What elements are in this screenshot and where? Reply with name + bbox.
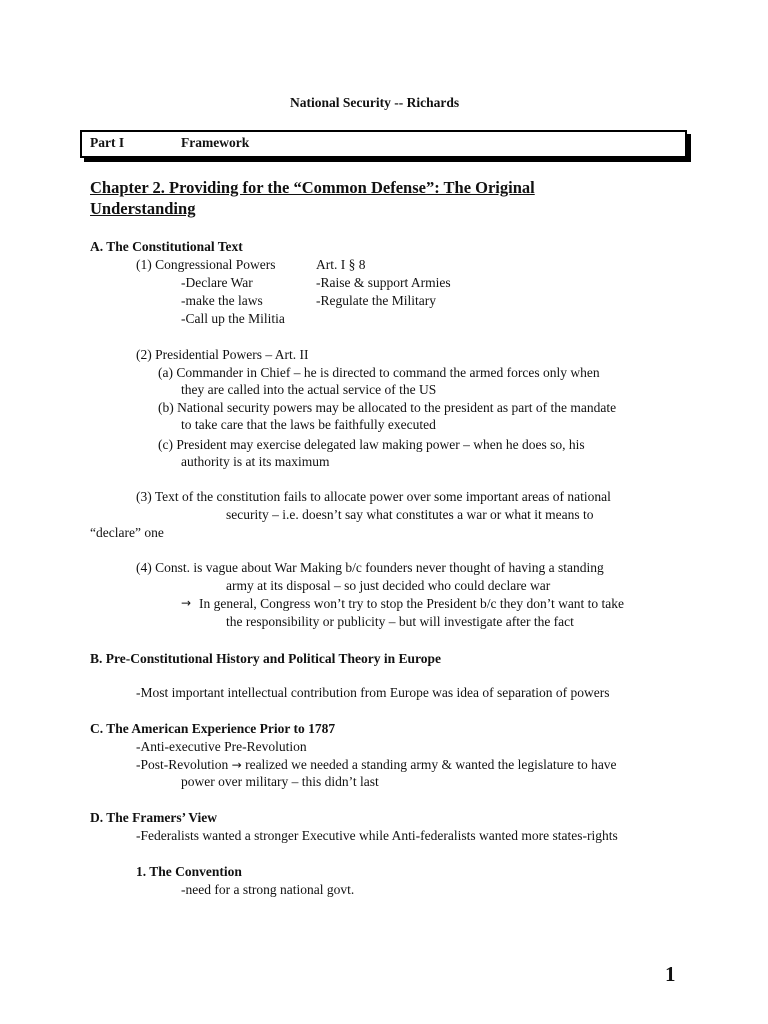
- war-making-conclusion: In general, Congress won’t try to stop the President b/c they don’t want to take: [199, 596, 625, 611]
- section-c-line: -Post-Revolution: [136, 757, 232, 772]
- presidential-power-a-cont: they are called into the actual service of the US: [181, 382, 437, 397]
- arrow-icon: →: [231, 758, 242, 772]
- chapter-heading-line1: Chapter 2. Providing for the “Common Defense”: The Original: [90, 178, 535, 197]
- constitution-text-point: (3) Text of the constitution fails to allocate power over some important areas of national: [136, 489, 611, 504]
- chapter-heading-line2: Understanding: [90, 199, 196, 218]
- part-box: [80, 130, 687, 158]
- war-making-point: (4) Const. is vague about War Making b/c founders never thought of having a standing: [136, 560, 604, 575]
- war-making-point-cont: army at its disposal – so just decided who could declare war: [226, 578, 551, 593]
- document-title: National Security -- Richards: [290, 95, 460, 110]
- section-d-heading: D. The Framers’ View: [90, 810, 217, 825]
- constitution-text-point-cont: security – i.e. doesn’t say what constitutes a war or what it means to: [226, 507, 594, 522]
- part-label: Part I: [90, 135, 125, 150]
- part-name: Framework: [181, 135, 250, 150]
- arrow-icon: →: [181, 596, 192, 610]
- section-c-line: -Anti-executive Pre-Revolution: [136, 739, 307, 754]
- section-d-text: -Federalists wanted a stronger Executive while Anti-federalists wanted more states-rights: [136, 828, 618, 843]
- war-making-conclusion-cont: the responsibility or publicity – but will investigate after the fact: [226, 614, 574, 629]
- presidential-power-c: (c) President may exercise delegated law making power – when he does so, his: [158, 437, 585, 452]
- congressional-powers-label: (1) Congressional Powers: [136, 257, 276, 272]
- section-a-heading: A. The Constitutional Text: [90, 239, 243, 254]
- section-c-line-cont: realized we needed a standing army & wanted the legislature to have: [241, 757, 617, 772]
- page-number: 1: [665, 962, 676, 986]
- presidential-power-a: (a) Commander in Chief – he is directed to command the armed forces only when: [158, 365, 600, 380]
- section-b-text: -Most important intellectual contribution from Europe was idea of separation of powers: [136, 685, 610, 700]
- congressional-powers-article: Art. I § 8: [316, 257, 366, 272]
- constitution-text-point-cont: “declare” one: [90, 525, 164, 540]
- congressional-power-item: -Regulate the Military: [316, 293, 436, 308]
- presidential-power-b-cont: to take care that the laws be faithfully executed: [181, 417, 436, 432]
- congressional-power-item: -Call up the Militia: [181, 311, 285, 326]
- section-c-line-cont: power over military – this didn’t last: [181, 774, 379, 789]
- presidential-power-b: (b) National security powers may be allocated to the president as part of the mandate: [158, 400, 617, 415]
- presidential-powers-label: (2) Presidential Powers – Art. II: [136, 347, 309, 362]
- congressional-power-item: -Declare War: [181, 275, 253, 290]
- section-b-heading: B. Pre-Constitutional History and Political Theory in Europe: [90, 651, 442, 666]
- section-c-heading: C. The American Experience Prior to 1787: [90, 721, 336, 736]
- congressional-power-item: -Raise & support Armies: [316, 275, 451, 290]
- presidential-power-c-cont: authority is at its maximum: [181, 454, 330, 469]
- subsection-text: -need for a strong national govt.: [181, 882, 355, 897]
- subsection-heading: 1. The Convention: [136, 864, 242, 879]
- congressional-power-item: -make the laws: [181, 293, 263, 308]
